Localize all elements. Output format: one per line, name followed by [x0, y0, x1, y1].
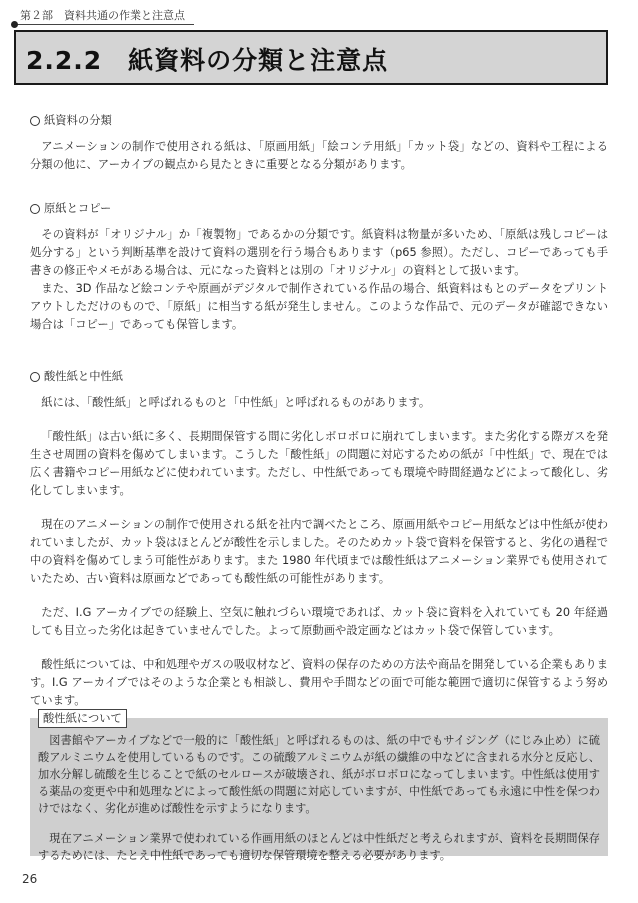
- section-heading: [30, 112, 608, 130]
- note-box: [30, 718, 608, 862]
- spacer: [30, 640, 608, 656]
- page-title: 2.2.2 紙資料の分類と注意点: [26, 46, 389, 75]
- paragraph: また、3D 作品など絵コンテや原画がデジタルで制作されている作品の場合、紙資料はもとのデータをプリントアウトしただけのもので、「原紙」に相当する紙が発生しません。このような作品で、元のデータが確認できない場合は「コピー」であっても保管します。: [30, 282, 608, 331]
- section-acid-and-neutral-paper: [30, 368, 608, 710]
- section-original-and-copy: [30, 200, 608, 334]
- section-heading: [30, 368, 608, 386]
- breadcrumb-bullet: [11, 21, 18, 28]
- spacer: [30, 360, 608, 368]
- section-heading-text: 原紙とコピー: [44, 202, 112, 215]
- note-paragraph: 図書館やアーカイブなどで一般的に「酸性紙」と呼ばれるものは、紙の中でもサイジング（にじみ止め）に硫酸アルミニウムを使用しているものです。この硫酸アルミニウムが紙の繊維の中などに含まれる水分と反応し、加水分解し硫酸を生じることで紙のセルロースが破壊され、紙がボロボロになってしまいます。中性紙は使用する薬品の変更や中和処理などによって酸性紙の問題に対応していますが、中性紙であっても永遠に中性を保つわけではなく、劣化が進めば酸性を示すようになります。: [38, 734, 600, 815]
- section-heading-text: 酸性紙と中性紙: [44, 370, 124, 383]
- paragraph: 現在のアニメーションの制作で使用される紙を社内で調べたところ、原画用紙やコピー用紙などは中性紙が使われていましたが、カット袋はほとんどが酸性を示しました。そのためカット袋で資料を保管すると、劣化の過程で中の資料を傷めてしまう可能性があります。また 1980 年代頃までは酸性紙はアニメーション業界でも使用されていたため、古い資料は原画などであっても酸性紙の可能性があります。: [30, 518, 608, 585]
- main-content: [30, 112, 608, 710]
- paragraph: 紙には、「酸性紙」と呼ばれるものと「中性紙」と呼ばれるものがあります。: [41, 396, 431, 409]
- note-text: [38, 732, 600, 864]
- note-label: 酸性紙について: [38, 709, 127, 728]
- circle-bullet-icon: [30, 204, 40, 214]
- spacer: [30, 174, 608, 200]
- page-number: 26: [22, 872, 38, 886]
- spacer: [30, 412, 608, 428]
- spacer: [30, 500, 608, 516]
- note-paragraph: 現在アニメーション業界で使われている作画用紙のほとんどは中性紙だと考えられますが、資料を長期間保存するためには、たとえ中性紙であっても適切な保管環境を整える必要があります。: [38, 832, 600, 862]
- circle-bullet-icon: [30, 372, 40, 382]
- spacer: [30, 334, 608, 360]
- section-heading: [30, 200, 608, 218]
- paragraph: ただ、I.G アーカイブでの経験上、空気に触れづらい環境であれば、カット袋に資料を入れていても 20 年経過しても目立った劣化は起きていませんでした。よって原動画や設定画などはカット袋で保管しています。: [30, 606, 608, 637]
- paragraph: アニメーションの制作で使用される紙は、「原画用紙」「絵コンテ用紙」「カット袋」などの、資料や工程による分類の他に、アーカイブの観点から見たときに重要となる分類があります。: [30, 140, 608, 171]
- spacer: [30, 588, 608, 604]
- paragraph: その資料が「オリジナル」か「複製物」であるかの分類です。紙資料は物量が多いため、「原紙は残しコピーは処分する」という判断基準を設けて資料の選別を行う場合もあります（p65 参照）。ただし、コピーであっても手書きの修正やメモがある場合は、元になった資料とは別の「オリジナル」の資料として扱います。: [30, 228, 608, 277]
- title-box: [14, 30, 608, 85]
- paragraph: 酸性紙については、中和処理やガスの吸収材など、資料の保存のための方法や商品を開発している企業もあります。I.G アーカイブではそのような企業とも相談し、費用や手間などの面で可能な範囲で適切に保管するよう努めています。: [30, 658, 608, 707]
- breadcrumb: 第２部 資料共通の作業と注意点: [20, 9, 185, 22]
- breadcrumb-rule: [14, 24, 194, 25]
- circle-bullet-icon: [30, 116, 40, 126]
- section-heading-text: 紙資料の分類: [44, 114, 112, 127]
- section-paper-classification: [30, 112, 608, 174]
- spacer: [38, 817, 600, 830]
- paragraph: 「酸性紙」は古い紙に多く、長期間保管する間に劣化しボロボロに崩れてしまいます。また劣化する際ガスを発生させ周囲の資料を傷めてしまいます。こうした「酸性紙」の問題に対応するための紙が「中性紙」で、現在では広く書籍やコピー用紙などに使われています。ただし、中性紙であっても環境や時間経過などによって酸化し、劣化してしまいます。: [30, 430, 608, 497]
